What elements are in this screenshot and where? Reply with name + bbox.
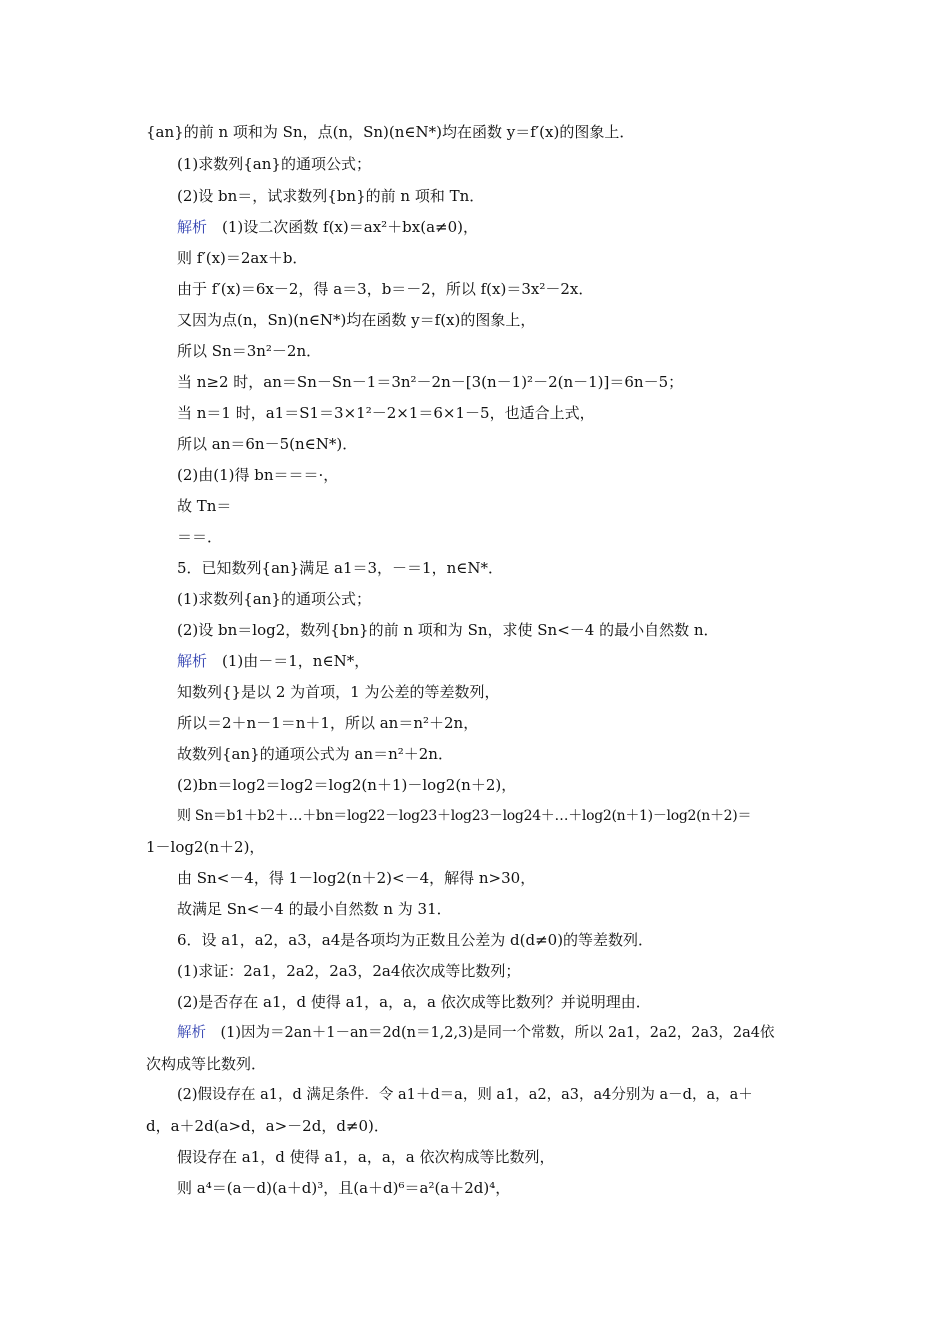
text-line: 故满足 Sn<－4 的最小自然数 n 为 31． <box>177 900 452 918</box>
text-line: 由于 f′(x)＝6x－2，得 a＝3，b＝－2，所以 f(x)＝3x²－2x． <box>177 280 594 298</box>
text-line: 又因为点(n，Sn)(n∈N*)均在函数 y＝f(x)的图象上， <box>177 311 536 329</box>
text-line: (1)求证：2a1，2a2，2a3，2a4依次成等比数列； <box>177 962 521 980</box>
text-line: (2)设 bn＝，试求数列{bn}的前 n 项和 Tn． <box>177 187 485 205</box>
text-line: 则 f′(x)＝2ax＋b． <box>177 249 308 267</box>
text-line: (1)求数列{an}的通项公式； <box>177 155 371 173</box>
text-line: 所以 an＝6n－5(n∈N*)． <box>177 435 358 453</box>
solution-label: 解析 <box>177 218 208 236</box>
text-line: 解析 (1)因为＝2an＋1－an＝2d(n＝1,2,3)是同一个常数，所以 2a1，2a2，2a3，2a4依 <box>177 1025 775 1041</box>
text-line: (2)假设存在 a1，d 满足条件．令 a1＋d＝a，则 a1，a2，a3，a4分别为 a－d，a，a＋ <box>177 1087 753 1103</box>
text-line: 假设存在 a1，d 使得 a1，a，a，a 依次构成等比数列， <box>177 1148 555 1166</box>
text-line: 解析 (1)由－＝1，n∈N*， <box>177 652 370 670</box>
solution-label: 解析 <box>177 1025 206 1041</box>
text-line: 故数列{an}的通项公式为 an＝n²＋2n． <box>177 745 453 763</box>
text-line: 所以 Sn＝3n²－2n． <box>177 342 322 360</box>
text-line: (1)求数列{an}的通项公式； <box>177 590 371 608</box>
text-line: 故 Tn＝ <box>177 497 232 515</box>
text-line: 次构成等比数列． <box>146 1055 267 1073</box>
text-line: (2)由(1)得 bn＝＝＝·， <box>177 466 339 484</box>
text-line: 知数列{}是以 2 为首项，1 为公差的等差数列， <box>177 683 500 701</box>
text-line: 当 n＝1 时，a1＝S1＝3×1²－2×1＝6×1－5，也适合上式， <box>177 404 595 422</box>
text-line: (2)设 bn＝log2，数列{bn}的前 n 项和为 Sn，求使 Sn<－4 的最小自然数 n． <box>177 621 719 639</box>
solution-label: 解析 <box>177 652 208 670</box>
text-line: 当 n≥2 时，an＝Sn－Sn－1＝3n²－2n－[3(n－1)²－2(n－1)]＝6n－5； <box>177 373 684 391</box>
text-line: 6．设 a1，a2，a3，a4是各项均为正数且公差为 d(d≠0)的等差数列． <box>177 931 654 949</box>
text-line: 则 a⁴＝(a－d)(a＋d)³，且(a＋d)⁶＝a²(a＋2d)⁴， <box>177 1179 511 1197</box>
text-line: 1－log2(n＋2)， <box>146 838 265 856</box>
text-line: 解析 (1)设二次函数 f(x)＝ax²＋bx(a≠0)， <box>177 218 478 236</box>
text-line: ＝＝． <box>177 528 223 546</box>
text-line: 所以＝2＋n－1＝n＋1，所以 an＝n²＋2n， <box>177 714 479 732</box>
text-line: 则 Sn＝b1＋b2＋…＋bn＝log22－log23＋log23－log24＋…＋log2(n＋1)－log2(n＋2)＝ <box>177 808 752 824</box>
text-line: 5．已知数列{an}满足 a1＝3，－＝1，n∈N*． <box>177 559 503 577</box>
text-line: {an}的前 n 项和为 Sn，点(n，Sn)(n∈N*)均在函数 y＝f′(x)的图象上． <box>146 123 635 141</box>
text-line: (2)是否存在 a1，d 使得 a1，a，a，a 依次成等比数列？并说明理由． <box>177 993 651 1011</box>
text-line: (2)bn＝log2＝log2＝log2(n＋1)－log2(n＋2)， <box>177 776 517 794</box>
text-line: d，a＋2d(a>d，a>－2d，d≠0)． <box>146 1117 389 1135</box>
text-line: 由 Sn<－4，得 1－log2(n＋2)<－4，解得 n>30， <box>177 869 536 887</box>
